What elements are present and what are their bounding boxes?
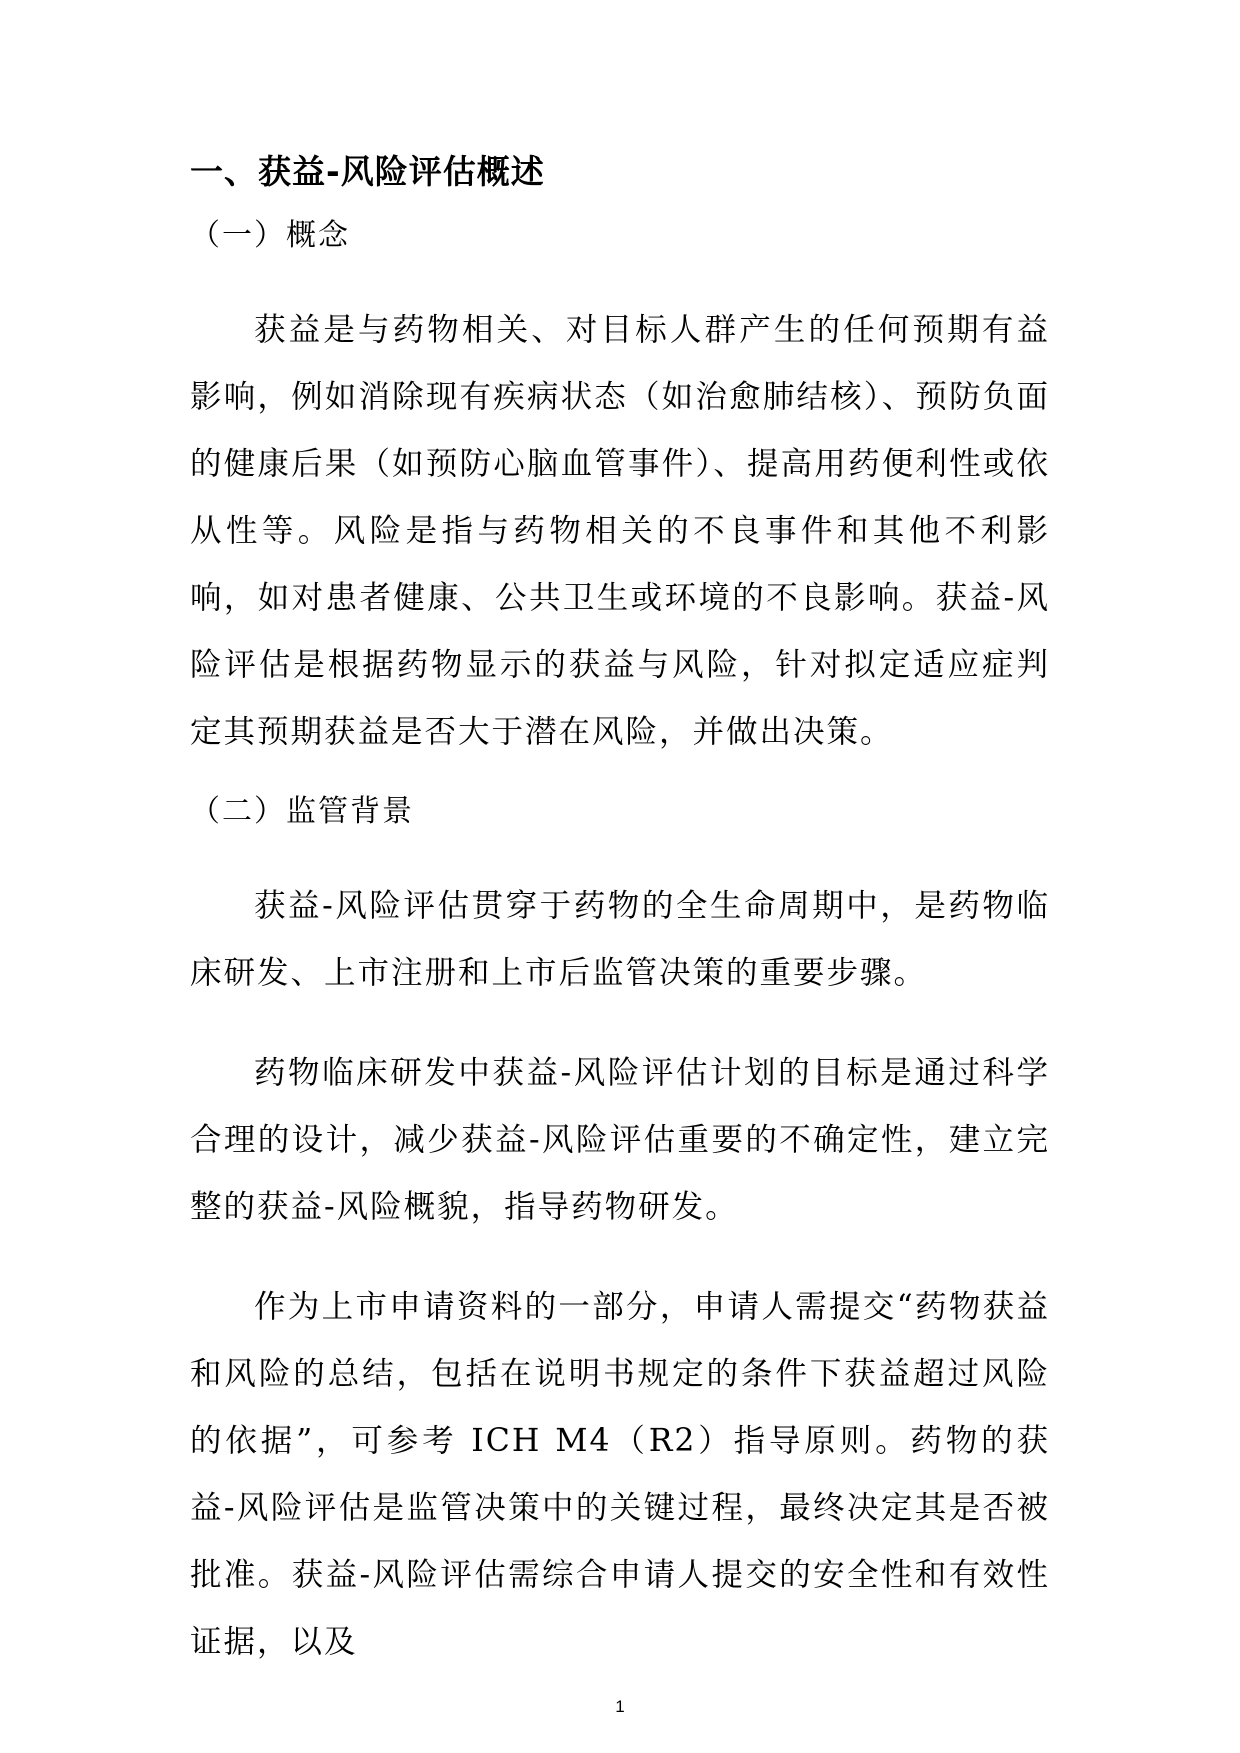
page-number: 1 bbox=[615, 1697, 625, 1716]
subsection-heading-regulatory-background: （二）监管背景 bbox=[190, 794, 414, 829]
section-heading: 一、获益-风险评估概述 bbox=[190, 152, 545, 191]
paragraph-background-1: 获益-风险评估贯穿于药物的全生命周期中，是药物临床研发、上市注册和上市后监管决策的重要步骤。 bbox=[190, 888, 1050, 991]
paragraph-background-3: 作为上市申请资料的一部分，申请人需提交“药物获益和风险的总结，包括在说明书规定的条件下获益超过风险的依据”，可参考 ICH M4（R2）指导原则。药物的获益-风险评估是监管决策中的关键过程，最终决定其是否被批准。获益-风险评估需综合申请人提交的安全性和有效性证据，以及 bbox=[190, 1289, 1050, 1660]
paragraph-concept: 获益是与药物相关、对目标人群产生的任何预期有益影响，例如消除现有疾病状态（如治愈肺结核）、预防负面的健康后果（如预防心脑血管事件）、提高用药便利性或依从性等。风险是指与药物相关的不良事件和其他不利影响，如对患者健康、公共卫生或环境的不良影响。获益-风险评估是根据药物显示的获益与风险，针对拟定适应症判定其预期获益是否大于潜在风险，并做出决策。 bbox=[190, 312, 1050, 750]
subsection-heading-concept: （一）概念 bbox=[190, 218, 350, 253]
paragraph-background-2: 药物临床研发中获益-风险评估计划的目标是通过科学合理的设计，减少获益-风险评估重要的不确定性，建立完整的获益-风险概貌，指导药物研发。 bbox=[190, 1055, 1050, 1225]
